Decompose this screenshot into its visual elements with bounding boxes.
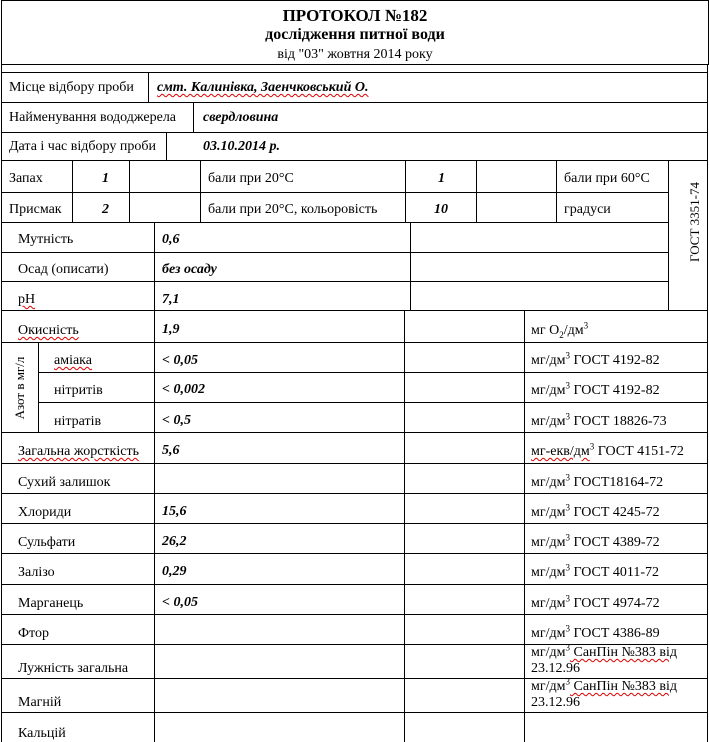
divider bbox=[405, 160, 406, 222]
divider bbox=[1, 584, 707, 585]
nitrate-value: < 0,5 bbox=[162, 413, 191, 428]
divider bbox=[1, 493, 707, 494]
protocol-header bbox=[1, 0, 709, 65]
magnesium-unit-date: 23.12.96 bbox=[531, 695, 580, 710]
divider bbox=[1, 310, 707, 311]
smell-60-unit: бали при 60°С bbox=[564, 171, 650, 186]
nitrogen-group-label: Азот в мг/л bbox=[12, 356, 27, 420]
border-right bbox=[707, 64, 708, 742]
taste-20-unit: бали при 20°С, кольоровість bbox=[208, 202, 378, 217]
divider bbox=[1, 523, 707, 524]
hardness-value: 5,6 bbox=[162, 443, 180, 458]
divider bbox=[556, 160, 557, 222]
manganese-unit: $мг/дм^3$ ГОСТ 4974-72 bbox=[531, 593, 660, 611]
divider bbox=[1, 252, 668, 253]
divider bbox=[154, 222, 155, 310]
divider bbox=[129, 160, 130, 222]
manganese-label: Марганець bbox=[18, 596, 84, 611]
iron-label: Залізо bbox=[18, 565, 55, 580]
nitrite-unit: $мг/дм^3$ ГОСТ 4192-82 bbox=[531, 380, 660, 398]
dry-residue-label: Сухий залишок bbox=[18, 475, 111, 490]
divider bbox=[38, 402, 707, 403]
divider bbox=[1, 342, 707, 343]
alkalinity-unit: $мг/дм^3$ СанПін №383 від bbox=[531, 642, 678, 660]
ph-label: pH bbox=[18, 292, 36, 307]
turbidity-value: 0,6 bbox=[162, 232, 180, 247]
fluorine-label: Фтор bbox=[18, 626, 49, 641]
divider bbox=[668, 160, 669, 310]
divider bbox=[1, 72, 707, 73]
sediment-label: Осад (описати) bbox=[18, 262, 109, 277]
divider bbox=[200, 160, 201, 222]
calcium-label: Кальцій bbox=[18, 726, 66, 741]
hardness-label: Загальна жорсткість bbox=[18, 444, 139, 459]
datetime-value: 03.10.2014 р. bbox=[203, 139, 280, 154]
turbidity-label: Мутність bbox=[18, 232, 74, 247]
magnesium-label: Магній bbox=[18, 695, 62, 710]
oxidizability-label: Окисність bbox=[18, 323, 79, 338]
taste-label: Присмак bbox=[9, 202, 62, 217]
divider bbox=[1, 64, 707, 65]
sediment-value: без осаду bbox=[162, 262, 217, 277]
oxidizability-value: 1,9 bbox=[162, 322, 180, 337]
chlorides-label: Хлориди bbox=[18, 505, 72, 520]
iron-unit: $мг/дм^3$ ГОСТ 4011-72 bbox=[531, 562, 660, 580]
divider bbox=[1, 432, 707, 433]
divider bbox=[1, 160, 707, 161]
color-value: 10 bbox=[434, 202, 448, 217]
ammonia-value: < 0,05 bbox=[162, 353, 198, 368]
source-value: свердловина bbox=[203, 110, 279, 125]
sulfates-unit: $мг/дм^3$ ГОСТ 4389-72 bbox=[531, 532, 660, 550]
divider bbox=[38, 342, 39, 432]
place-label: Місце відбору проби bbox=[9, 80, 134, 95]
place-value: смт. Калинівка, Заенчковський О. bbox=[157, 80, 369, 95]
divider bbox=[1, 553, 707, 554]
ammonia-label: аміака bbox=[54, 353, 92, 368]
smell-20-unit: бали при 20°С bbox=[208, 171, 294, 186]
nitrate-label: нітратів bbox=[54, 414, 102, 429]
color-unit: градуси bbox=[564, 202, 611, 217]
smell-20-value: 1 bbox=[102, 171, 109, 186]
datetime-label: Дата і час відбору проби bbox=[9, 139, 156, 154]
divider bbox=[1, 222, 668, 223]
divider bbox=[72, 160, 73, 222]
divider bbox=[1, 281, 668, 282]
taste-20-value: 2 bbox=[102, 202, 109, 217]
divider bbox=[410, 222, 411, 310]
iron-value: 0,29 bbox=[162, 564, 187, 579]
smell-label: Запах bbox=[9, 171, 43, 186]
chlorides-unit: $мг/дм^3$ ГОСТ 4245-72 bbox=[531, 502, 660, 520]
ammonia-unit: $мг/дм^3$ ГОСТ 4192-82 bbox=[531, 350, 660, 368]
protocol-subtitle: дослідження питної води bbox=[265, 26, 445, 43]
sulfates-value: 26,2 bbox=[162, 534, 187, 549]
fluorine-unit: $мг/дм^3$ ГОСТ 4386-89 bbox=[531, 623, 660, 641]
smell-60-value: 1 bbox=[438, 171, 445, 186]
oxidizability-unit: мг $О_2/дм^3$ bbox=[531, 320, 589, 340]
divider bbox=[166, 132, 167, 160]
border-left bbox=[1, 64, 2, 742]
nitrate-unit: $мг/дм^3$ ГОСТ 18826-73 bbox=[531, 411, 667, 429]
sulfates-label: Сульфати bbox=[18, 535, 76, 550]
divider bbox=[1, 712, 707, 713]
manganese-value: < 0,05 bbox=[162, 595, 198, 610]
divider bbox=[1, 614, 707, 615]
source-label: Найменування вододжерела bbox=[9, 110, 177, 125]
alkalinity-label: Лужність загальна bbox=[18, 661, 129, 676]
nitrite-label: нітритів bbox=[54, 383, 103, 398]
divider bbox=[193, 102, 194, 132]
protocol-title: ПРОТОКОЛ №182 bbox=[282, 6, 428, 25]
dry-residue-unit: $мг/дм^3$ ГОСТ18164-72 bbox=[531, 472, 664, 490]
chlorides-value: 15,6 bbox=[162, 504, 187, 519]
alkalinity-unit-date: 23.12.96 bbox=[531, 661, 580, 676]
divider bbox=[1, 102, 707, 103]
divider bbox=[1, 463, 707, 464]
protocol-date: від "03" жовтня 2014 року bbox=[277, 47, 433, 62]
gost-side-label: ГОСТ 3351-74 bbox=[687, 182, 702, 262]
hardness-unit: $мг-екв/дм^3$ ГОСТ 4151-72 bbox=[531, 441, 684, 459]
divider bbox=[148, 72, 149, 102]
ph-value: 7,1 bbox=[162, 292, 180, 307]
nitrite-value: < 0,002 bbox=[162, 382, 205, 397]
divider bbox=[476, 160, 477, 222]
magnesium-unit: $мг/дм^3$ СанПін №383 від bbox=[531, 676, 678, 694]
divider bbox=[38, 372, 707, 373]
divider bbox=[1, 132, 707, 133]
divider bbox=[1, 192, 668, 193]
